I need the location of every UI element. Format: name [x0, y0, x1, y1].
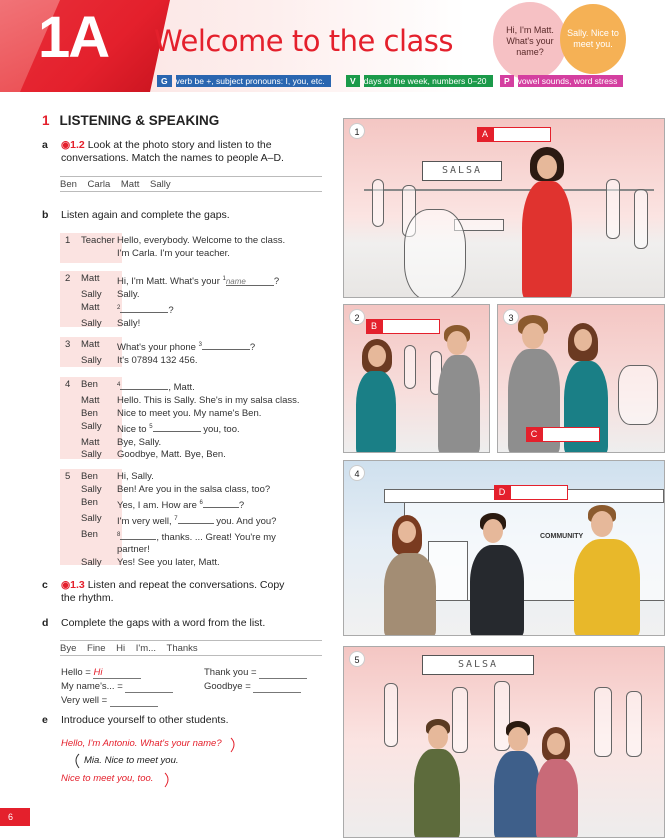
- line-text: Goodbye, Matt. Bye, Ben.: [117, 449, 226, 461]
- vocab-text: days of the week, numbers 0–20: [364, 75, 493, 87]
- dialogue-line: [60, 233, 322, 248]
- section-number: 1: [42, 113, 50, 128]
- conversation-5: [60, 469, 322, 569]
- label-letter: D: [494, 485, 510, 500]
- fill-label: Goodbye =: [204, 681, 251, 692]
- dialogue-line: [60, 497, 322, 513]
- woman-face: [537, 155, 557, 179]
- speaker: [75, 544, 117, 557]
- fill-input[interactable]: [259, 667, 307, 679]
- line-text: Sally!: [117, 317, 141, 329]
- fill-hello: [61, 667, 141, 679]
- speaker: Sally: [81, 420, 102, 432]
- dialogue-line: [60, 289, 322, 302]
- sketch-person: [372, 179, 384, 227]
- fill-input[interactable]: [253, 681, 301, 693]
- example-line-2: Mia. Nice to meet you.: [84, 755, 179, 766]
- speaker: Sally: [81, 512, 102, 524]
- dialogue-line: [60, 529, 322, 545]
- label-letter: A: [477, 127, 493, 142]
- fill-label: Hello =: [61, 667, 91, 678]
- speaker: Sally: [81, 557, 102, 569]
- dialogue-line: [60, 437, 322, 450]
- exercise-d: [42, 617, 266, 630]
- dialogue-line: [60, 421, 322, 437]
- line-text: Hi, Sally.: [117, 471, 154, 482]
- name-item: Sally: [150, 179, 171, 190]
- man-face: [428, 725, 448, 749]
- label-a: [477, 127, 551, 142]
- exercise-letter: e: [42, 714, 48, 726]
- exercise-text: the rhythm.: [61, 592, 114, 604]
- exercise-letter: a: [42, 139, 48, 151]
- speaker: Ben: [81, 496, 98, 508]
- section-title: LISTENING & SPEAKING: [59, 113, 220, 128]
- audio-track: 1.3: [70, 579, 85, 591]
- dialogue-line: [60, 469, 322, 484]
- word-list: [60, 640, 322, 656]
- fill-example: Hi: [93, 667, 103, 678]
- line-text: I'm very well,: [117, 515, 175, 527]
- line-text: , thanks. ... Great! You're my: [156, 531, 276, 543]
- speaker: Matt: [81, 394, 100, 406]
- example-line-3: Nice to meet you, too.: [61, 773, 154, 784]
- gap-input[interactable]: [226, 276, 274, 286]
- gap-input[interactable]: [120, 303, 168, 313]
- pronunciation-focus: [500, 75, 623, 87]
- speech-brackets: [55, 734, 245, 790]
- gap-number: 1: [222, 276, 226, 282]
- speaker: Sally: [81, 317, 102, 329]
- girl-face: [574, 329, 592, 351]
- panel-number: 5: [349, 651, 365, 667]
- dialogue-line: [60, 355, 322, 368]
- speaker: Sally: [81, 449, 102, 461]
- line-text: Nice to meet you. My name's Ben.: [117, 407, 262, 419]
- girl-coat: [384, 553, 436, 636]
- dialogue-line: [60, 248, 322, 261]
- sketch-person: [452, 687, 468, 753]
- label-letter: B: [366, 319, 382, 334]
- dialogue-line: [60, 544, 322, 557]
- exercise-letter: b: [42, 209, 49, 221]
- gap-example: name: [225, 277, 246, 287]
- speaker: Ben: [81, 471, 98, 482]
- dialogue-line: [60, 377, 322, 395]
- unit-number: 1A: [38, 5, 109, 70]
- speaker: Sally: [81, 354, 102, 366]
- man-green-shirt: [414, 749, 460, 838]
- exercise-text: Introduce yourself to other students.: [61, 714, 229, 726]
- conversation-number: 5: [65, 471, 71, 482]
- grammar-tag: G: [157, 75, 172, 87]
- word-item: Thanks: [166, 643, 198, 654]
- conversation-1: [60, 233, 322, 263]
- boy-yellow-jacket: [574, 539, 640, 636]
- speech-bubble-matt: Hi, I'm Matt. What's your name?: [493, 2, 567, 80]
- line-text: you. And you?: [213, 515, 277, 527]
- girl-teal-top: [356, 371, 396, 453]
- speaker: Matt: [81, 436, 100, 448]
- word-item: Bye: [60, 643, 77, 654]
- unit-header: [0, 0, 665, 92]
- speaker: Matt: [81, 339, 100, 350]
- panel-number: 1: [349, 123, 365, 139]
- line-text: What's your phone: [117, 342, 199, 354]
- exercise-text: Listen again and complete the gaps.: [61, 209, 230, 221]
- dialogue-line: [60, 557, 322, 570]
- label-answer-box[interactable]: [382, 319, 440, 334]
- label-answer-box[interactable]: [493, 127, 551, 142]
- line-text: ?: [168, 304, 174, 316]
- line-text: you, too.: [200, 423, 240, 435]
- pron-tag: P: [500, 75, 514, 87]
- dialogue-line: [60, 302, 322, 318]
- speaker: Sally: [81, 483, 102, 495]
- line-text: Nice to: [117, 423, 150, 435]
- exercise-e: [42, 714, 229, 727]
- photo-panel-4: [343, 460, 665, 636]
- gap-input[interactable]: [178, 514, 214, 524]
- conversation-2: [60, 271, 322, 327]
- girl-face: [368, 345, 386, 367]
- grammar-focus: [157, 75, 331, 87]
- boy-blue-shirt: [494, 751, 540, 838]
- audio-icon[interactable]: ◉: [61, 579, 71, 591]
- line-text: It's 07894 132 456.: [117, 354, 198, 366]
- vocabulary-focus: [346, 75, 493, 87]
- dialogue-line: [60, 484, 322, 497]
- line-text: ?: [273, 276, 280, 288]
- salsa-sign: SALSA: [422, 161, 502, 181]
- line-text: , Matt.: [168, 382, 195, 394]
- line-text: Hello, everybody. Welcome to the class.: [117, 235, 286, 246]
- salsa-sign: SALSA: [422, 655, 534, 675]
- name-item: Carla: [87, 179, 111, 190]
- boy-face: [522, 323, 544, 349]
- dialogue-line: [60, 513, 322, 529]
- fill-label: My name's... =: [61, 681, 123, 692]
- line-text: ?: [249, 342, 256, 354]
- word-item: Fine: [87, 643, 106, 654]
- line-text: Yes, I am. How are: [117, 499, 200, 511]
- speaker: Sally: [81, 288, 102, 300]
- sketch-person: [634, 189, 648, 249]
- speaker: Matt: [81, 301, 100, 313]
- boy-face: [447, 331, 467, 355]
- girl-face: [398, 521, 416, 543]
- section-heading: [42, 113, 219, 128]
- fill-label: Thank you =: [204, 667, 257, 678]
- line-text: Sally.: [117, 288, 140, 300]
- fill-input[interactable]: [110, 695, 158, 707]
- audio-icon[interactable]: ◉: [61, 139, 71, 151]
- pron-text: vowel sounds, word stress: [518, 75, 624, 87]
- gap-input[interactable]: [120, 380, 168, 390]
- panel-number: 2: [349, 309, 365, 325]
- speaker: Teacher: [81, 235, 115, 246]
- sketch-person: [384, 683, 398, 747]
- exercise-text: Complete the gaps with a word from the list.: [61, 617, 266, 629]
- fill-goodbye: [204, 681, 301, 693]
- dialogue-line: [60, 337, 322, 355]
- gap-number: 4: [117, 382, 121, 388]
- exercise-c: [42, 579, 323, 605]
- sketch-person: [594, 687, 612, 757]
- dialogue-line: [60, 395, 322, 408]
- page-title: Welcome to the class: [154, 24, 454, 58]
- gap-input[interactable]: [120, 530, 156, 540]
- sketch-person: [618, 365, 658, 425]
- conversation-number: 4: [65, 379, 71, 390]
- label-d: [494, 485, 568, 500]
- label-c: [526, 427, 600, 442]
- line-text: Ben! Are you in the salsa class, too?: [117, 483, 271, 495]
- gap-number: 5: [149, 423, 153, 430]
- sketch-person: [404, 345, 416, 389]
- exercise-text: Listen and repeat the conversations. Copy: [87, 579, 285, 591]
- girl-pink-top: [536, 759, 578, 838]
- line-text: I'm Carla. I'm your teacher.: [117, 247, 230, 259]
- speaker: Ben: [81, 528, 98, 540]
- conversation-number: 3: [65, 339, 71, 350]
- dialogue-line: [60, 449, 322, 462]
- label-b: [366, 319, 440, 334]
- line-text: partner!: [117, 544, 150, 556]
- audio-track: 1.2: [70, 139, 85, 151]
- sketch-boy-back: [404, 209, 466, 298]
- line-text: Hi, I'm Matt. What's your: [117, 276, 223, 288]
- boy-black-jacket: [470, 545, 524, 636]
- name-item: Ben: [60, 179, 77, 190]
- community-sign: COMMUNITY: [540, 533, 584, 540]
- boy-face: [483, 519, 503, 543]
- girl-face: [547, 733, 565, 755]
- speaker: Ben: [81, 379, 98, 390]
- fill-my-names: [61, 681, 173, 693]
- photo-panel-2: [343, 304, 490, 453]
- conversation-4: [60, 377, 322, 459]
- sketch-person: [626, 691, 642, 757]
- speaker: [75, 248, 117, 261]
- photo-panel-1: [343, 118, 665, 298]
- fill-thank-you: [204, 667, 307, 679]
- boy-face: [508, 727, 528, 751]
- panel-number: 4: [349, 465, 365, 481]
- gap-input[interactable]: [202, 340, 250, 350]
- boy-grey-shirt: [438, 355, 480, 453]
- names-list: [60, 176, 322, 192]
- exercise-letter: c: [42, 579, 48, 591]
- conversation-3: [60, 337, 322, 367]
- panel-number: 3: [503, 309, 519, 325]
- gap-number: 6: [199, 499, 203, 506]
- gap-input[interactable]: [153, 422, 201, 432]
- sketch-person: [606, 179, 620, 239]
- word-item: Hi: [116, 643, 126, 654]
- boy-face: [591, 511, 613, 537]
- gap-number: 2: [117, 304, 121, 311]
- line-text: Bye, Sally.: [117, 436, 162, 448]
- fill-input[interactable]: [93, 667, 141, 679]
- dialogue-line: [60, 318, 322, 331]
- speech-bubble-sally: Sally. Nice to meet you.: [560, 4, 626, 74]
- gap-number: 8: [117, 531, 121, 538]
- dialogue-line: [60, 271, 322, 289]
- gap-number: 7: [174, 515, 178, 522]
- example-line-1: Hello, I'm Antonio. What's your name?: [61, 738, 222, 749]
- vocab-tag: V: [346, 75, 360, 87]
- fill-very-well: [61, 695, 158, 707]
- line-text: Hello. This is Sally. She's in my salsa class.: [117, 394, 300, 406]
- conversation-number: 2: [65, 273, 71, 284]
- page-number: 6: [0, 808, 30, 826]
- grammar-text: verb be +, subject pronouns: I, you, etc.: [176, 75, 331, 87]
- exercise-a: [42, 139, 323, 165]
- fill-label: Very well =: [61, 695, 108, 706]
- line-text: Yes! See you later, Matt.: [117, 557, 220, 569]
- word-item: I'm...: [135, 643, 157, 654]
- photo-panel-3: [497, 304, 665, 453]
- gap-input[interactable]: [203, 498, 239, 508]
- speaker: Matt: [81, 273, 100, 284]
- line-text: ?: [238, 499, 245, 511]
- dialogue-line: [60, 408, 322, 421]
- gap-number: 3: [198, 342, 202, 348]
- name-item: Matt: [120, 179, 140, 190]
- label-letter: C: [526, 427, 542, 442]
- exercise-text: Look at the photo story and listen to the conversations. Match the names to people A–D.: [61, 139, 284, 164]
- fill-input[interactable]: [125, 681, 173, 693]
- exercise-b: [42, 209, 230, 222]
- exercise-letter: d: [42, 617, 49, 629]
- label-answer-box[interactable]: [510, 485, 568, 500]
- speaker: Ben: [81, 407, 98, 419]
- woman-red-dress: [522, 181, 572, 298]
- photo-panel-5: [343, 646, 665, 838]
- conversation-number: 1: [65, 235, 71, 246]
- label-answer-box[interactable]: [542, 427, 600, 442]
